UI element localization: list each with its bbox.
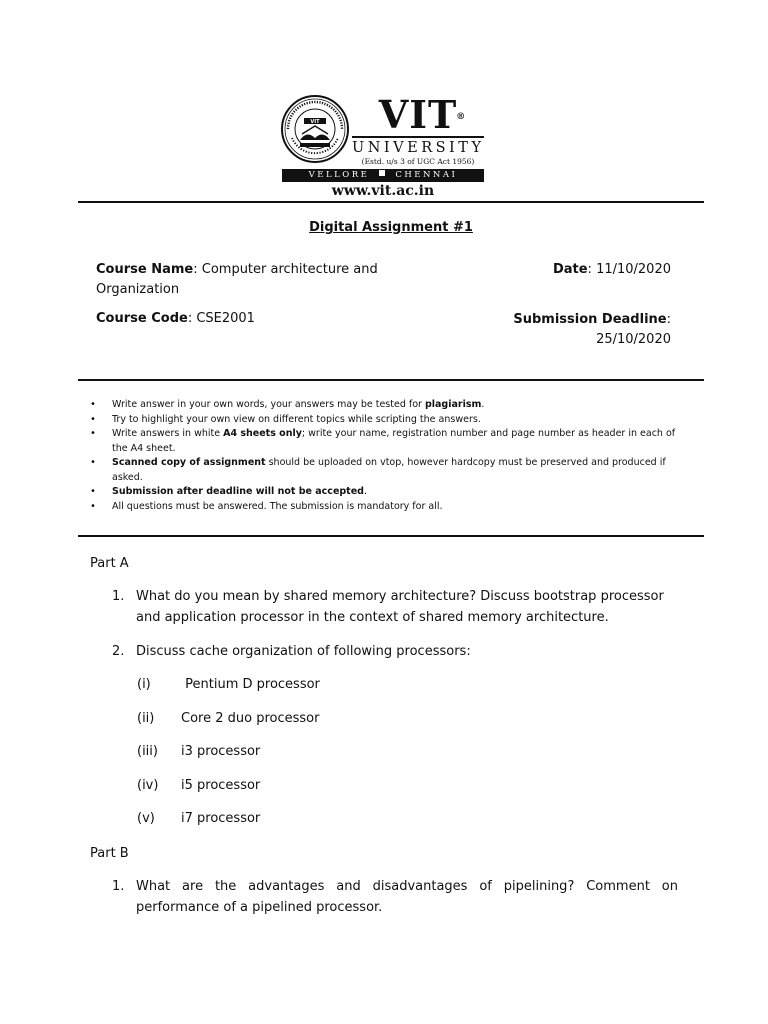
subitem-number: (v) (137, 811, 155, 826)
campus-chennai: CHENNAI (395, 170, 458, 180)
instruction-item: • Scanned copy of assignment should be uploaded on vtop, however hardcopy must be preserved and produced if asked. (90, 456, 690, 485)
brand-name: VIT ® (378, 92, 467, 137)
instruction-item: • All questions must be answered. The submission is mandatory for all. (90, 500, 690, 515)
university-seal-icon (280, 94, 350, 164)
header-divider (78, 201, 704, 203)
svg-text:VIT: VIT (310, 119, 320, 125)
subitem-text: i3 processor (181, 744, 261, 759)
square-separator-icon (379, 170, 385, 176)
campus-bar (282, 169, 484, 182)
assignment-date: Date: 11/10/2020 (552, 262, 671, 277)
submission-deadline: Submission Deadline: 25/10/2020 (513, 312, 671, 347)
subitem-number: (ii) (137, 711, 155, 726)
subitem-number: (iii) (137, 744, 158, 759)
instructions-bottom-divider (78, 535, 704, 537)
subitem-text: i5 processor (181, 778, 261, 793)
website-url: www.vit.ac.in (331, 183, 435, 199)
course-code: Course Code: CSE2001 (96, 311, 255, 326)
part-b-heading: Part B (90, 846, 129, 861)
part-a-heading: Part A (90, 556, 129, 571)
subitem-number: (i) (137, 677, 151, 692)
page-title: Digital Assignment #1 (309, 220, 473, 235)
course-name: Course Name: Computer architecture and Organization (96, 262, 378, 297)
question-number: 1. (112, 879, 125, 894)
question-text: What are the advantages and disadvantages of pipelining? Comment on performance of a pipelined processor. (136, 879, 678, 915)
question-text: Discuss cache organization of following processors: (136, 644, 471, 659)
subitem-number: (iv) (137, 778, 159, 793)
instruction-item: • Submission after deadline will not be accepted. (90, 485, 690, 500)
instructions-list (90, 398, 690, 514)
university-wordmark (352, 92, 485, 167)
question-number: 1. (112, 589, 125, 604)
instruction-item: • Write answers in white A4 sheets only; write your name, registration number and page number as header in each of the A4 sheet. (90, 427, 690, 456)
subitem-text: i7 processor (181, 811, 261, 826)
subitem-text: Pentium D processor (181, 677, 320, 692)
question-number: 2. (112, 644, 125, 659)
instructions-top-divider (78, 379, 704, 381)
brand-subtitle: UNIVERSITY (352, 140, 485, 156)
instruction-item: • Try to highlight your own view on different topics while scripting the answers. (90, 413, 690, 428)
registered-mark: ® (456, 112, 467, 122)
instruction-item: • Write answer in your own words, your answers may be tested for plagiarism. (90, 398, 690, 413)
establishment-note: (Estd. u/s 3 of UGC Act 1956) (361, 157, 475, 166)
subitem-text: Core 2 duo processor (181, 711, 320, 726)
campus-vellore: VELLORE (308, 170, 370, 180)
question-text: What do you mean by shared memory architecture? Discuss bootstrap processor and application processor in the context of shared memory architecture. (136, 589, 664, 625)
